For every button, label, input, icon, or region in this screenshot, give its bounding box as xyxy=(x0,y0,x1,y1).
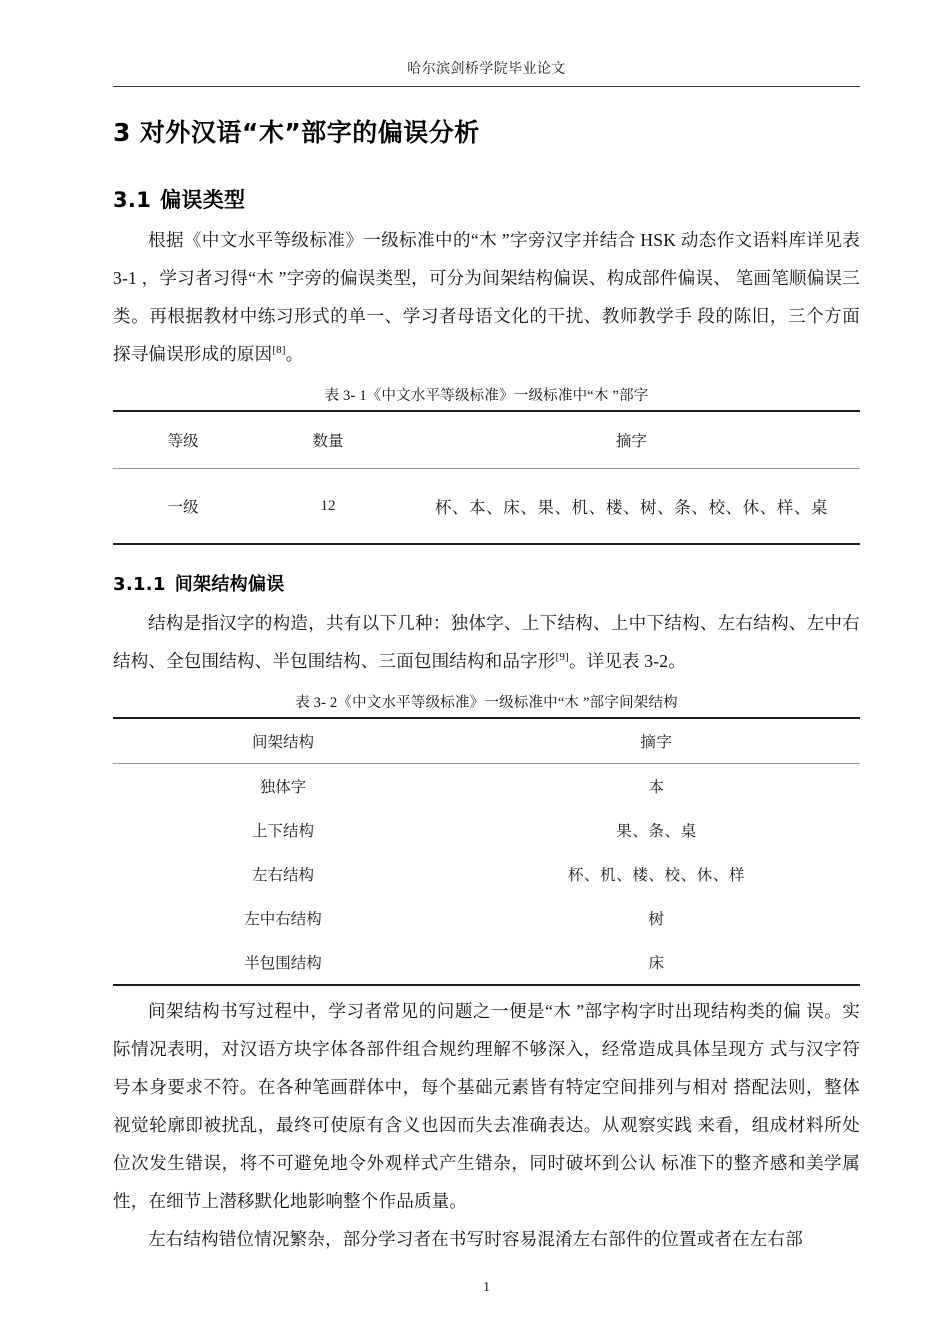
chapter-title: 对外汉语“木”部字的偏误分析 xyxy=(139,118,480,147)
table-3-2-cell-structure: 左中右结构 xyxy=(244,911,322,928)
table-3-2-cell-structure: 半包围结构 xyxy=(244,955,322,972)
table-3-1-cell-count: 12 xyxy=(320,497,336,514)
table-row xyxy=(113,764,860,809)
table-3-2-col-structure: 间架结构 xyxy=(251,734,314,751)
closing-paragraph-1: 间架结构书写过程中，学习者常见的问题之一便是“木 ”部字构字时出现结构类的偏 误。实际情况表明，对汉语方块字体各部件组合规约理解不够深入，经常造成具体呈现方 式与汉字符号本身要求不符。在各种笔画群体中，每个基础元素皆有特定空间排列与相对 搭配法则，整体视觉轮廓即被扰乱，最终可使原有含义也因而失去准确表达。从观察实践 来看，组成材料所处位次发生错误，将不可避免地令外观样式产生错杂，同时破坏到公认 标准下的整齐感和美学属性，在细节上潜移默化地影响整个作品质量。 xyxy=(113,1001,860,1211)
table-3-2-cell-chars: 杯、机、楼、校、休、样 xyxy=(567,867,746,884)
table-caption-3-1: 表 3- 1《中文水平等级标准》一级标准中“木 ”部字 xyxy=(324,388,649,404)
table-3-1-col-level: 等级 xyxy=(167,433,199,450)
table-3-1-head xyxy=(113,411,860,469)
table-row xyxy=(113,940,860,985)
table-row xyxy=(113,896,860,940)
table-header-row xyxy=(113,411,860,469)
subsection-heading-3-1-1 xyxy=(113,571,860,598)
table-3-1-col-count: 数量 xyxy=(312,433,344,450)
paragraph-3-1-1-text: 结构是指汉字的构造，共有以下几种：独体字、上下结构、上中下结构、左右结构、左中右结构、全包围结构、半包围结构、三面包围结构和品字形 xyxy=(113,613,860,671)
paragraph-3-1-1 xyxy=(113,604,860,680)
table-header-row xyxy=(113,718,860,764)
table-3-2-cell-chars: 树 xyxy=(648,911,665,928)
subsection-number-3-1-1: 3.1.1 xyxy=(113,574,166,595)
table-block-3-1 xyxy=(113,385,860,545)
reference-marker-9: [9] xyxy=(555,651,569,664)
table-3-2-head xyxy=(113,718,860,764)
table-3-1-cell-level: 一级 xyxy=(167,499,199,516)
subsection-title-3-1-1: 间架结构偏误 xyxy=(174,574,285,595)
table-3-2-cell-structure: 上下结构 xyxy=(251,823,314,840)
table-3-2-cell-structure: 左右结构 xyxy=(251,867,314,884)
table-row xyxy=(113,808,860,852)
table-3-2-cell-chars: 果、条、桌 xyxy=(616,823,697,840)
section-number-3-1: 3.1 xyxy=(113,188,152,212)
table-3-2-cell-chars: 床 xyxy=(648,955,665,972)
table-3-2-col-chars: 摘字 xyxy=(640,734,673,751)
paragraph-3-1-tail: 。 xyxy=(285,344,304,364)
chapter-number: 3 xyxy=(113,118,131,147)
paragraph-3-1-1-tail: 。详见表 3-2。 xyxy=(568,651,686,671)
table-row xyxy=(113,469,860,545)
chapter-heading xyxy=(113,116,860,150)
page-number: 1 xyxy=(483,1280,490,1295)
closing-paragraph-2: 左右结构错位情况繁杂，部分学习者在书写时容易混淆左右部件的位置或者在左右部 xyxy=(148,1229,803,1249)
table-3-1-col-chars: 摘字 xyxy=(615,433,647,450)
table-3-1-cell-chars: 杯、本、床、果、机、楼、树、条、校、休、样、桌 xyxy=(434,498,829,517)
table-3-1 xyxy=(113,410,860,545)
header-title: 哈尔滨剑桥学院毕业论文 xyxy=(407,62,566,77)
paragraph-3-1-text: 根据《中文水平等级标准》一级标准中的“木 ”字旁汉字并结合 HSK 动态作文语料库详见表 3-1 ，学习者习得“木 ”字旁的偏误类型，可分为间架结构偏误、构成部件偏误、 笔画笔顺偏误三类。再根据教材中练习形式的单一、学习者母语文化的干扰、教师教学手 段的陈旧，三个方面探寻偏误形成的原因 xyxy=(113,230,860,364)
header-divider xyxy=(113,86,860,87)
section-title-3-1: 偏误类型 xyxy=(160,188,246,212)
table-caption-3-2: 表 3- 2《中文水平等级标准》一级标准中“木 ”部字间架结构 xyxy=(295,695,678,711)
table-block-3-2 xyxy=(113,692,860,986)
table-3-1-body xyxy=(113,469,860,545)
page-header xyxy=(113,60,860,87)
paragraph-3-1 xyxy=(113,221,860,373)
section-heading-3-1 xyxy=(113,185,860,215)
reference-marker-8: [8] xyxy=(272,344,286,357)
table-3-2-cell-chars: 本 xyxy=(648,779,665,796)
table-3-2-body xyxy=(113,764,860,986)
table-row xyxy=(113,852,860,896)
page-footer xyxy=(113,1278,860,1296)
document-body xyxy=(113,104,860,1258)
table-3-2 xyxy=(113,717,860,986)
table-3-2-cell-structure: 独体字 xyxy=(259,779,307,796)
